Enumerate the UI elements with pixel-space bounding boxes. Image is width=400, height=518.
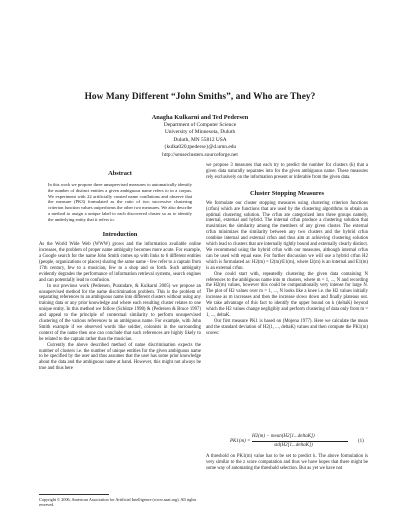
- equation-number: (1): [358, 439, 364, 444]
- cluster-paragraph-1: We formulate our cluster stopping measures using clustering criterion functions (crfun) which are functions that are used by the clustering algorithms to obtain an optimal clustering solution. The crfun are categorized into three groups namely, internal, external and hybrid. The internal crfun produce a clustering solution that maximizes the similarity among the members of any given cluster. The external crfun minimizes the similarity between any two clusters and the hybrid crfun combine internal and external crfun and thus aim at achieving clustering solution which lead to clusters that are internally tightly bound and externally clearly distinct. We recommend using the hybrid crfun with our measures, although internal crfun can be used with equal ease. For further discussion we will use a hybrid crfun H2 which is formulated as: H2(m) = I2(m)/E1(m), where I2(m) is an internal and E1(m) is an external crfun.: [206, 200, 368, 271]
- cluster-stopping-heading: Cluster Stopping Measures: [250, 189, 324, 197]
- abstract-text: In this work we propose three unsupervised measures to automatically identify the number of distinct entities a given ambiguous name refers to in a corpus. We experiment with 22 artificially created name conflations and observe that the measure (PK3) formulated as the ratio of two successive clustering criterion function values outperforms the other two measures. We also describe a method to assign a unique label to each discovered cluster so as to identify the underlying entity that it refers to.: [48, 182, 192, 222]
- right-intro-paragraph: we propose 3 measures that each try to predict the number for clusters (k) that a given data naturally separates into for the given ambiguous name. These measures rely exclusively on the information present or inferable from the given data.: [206, 163, 368, 180]
- equation-lhs: PK1(m) =: [230, 439, 251, 444]
- affiliation-university: University of Minnesota, Duluth: [164, 129, 236, 136]
- affiliation-department: Department of Computer Science: [163, 122, 237, 128]
- left-column: [39, 170, 201, 372]
- cluster-paragraph-2: One could start with, repeatedly clustering the given data containing N references to the ambiguous name into m clusters, where m = 1, ..., N and recording the H2(m) values, however this could be computationally very intense for large N. The plot of H2 values over m = 1, ..., N looks like a knee i.e. the H2 values initially increase as m increases and then the increase slows down and finally plateaus out. We take advantage of this fact to identify the upper bound on k (deltaK) beyond which the H2 values change negligibly and perform clustering of data only from m = 1, ..., deltaK.: [206, 271, 368, 318]
- footnote-rule: [39, 494, 109, 495]
- abstract-heading: Abstract: [108, 170, 132, 177]
- affiliation-url: http://senseclusters.sourceforge.net: [162, 151, 238, 158]
- intro-paragraph-1: As the World Wide Web (WWW) grows and the information available online increases, the problem of proper name ambiguity becomes more acute. For example, a Google search for the name John Smith comes up with links to 6 different entities (people, organizations or places) sharing the same name - few refer to a captain from 17th century, few to a musician, few to a shop and so forth. Such ambiguity evidently degrades the performance of information retrieval systems, search engines and can potentially lead to confusion.: [39, 242, 201, 283]
- affiliation-block: [60, 122, 340, 159]
- author-names: Anagha Kulkarni and Ted Pedersen: [151, 114, 249, 121]
- equation-numerator: H2(m) − mean(H2[1...deltaK]): [252, 434, 315, 439]
- copyright-footnote: Copyright © 2006, American Association for Artificial Intelligence (www.aaai.org). All rights reserved.: [39, 497, 197, 508]
- paper-title: How Many Different “John Smiths”, and Who are They?: [84, 92, 316, 102]
- equation-pk1: [206, 434, 368, 450]
- after-equation-paragraph: A threshold on PK1(m) value has to be set to predict k. The above formulation is very similar to the z score computation and thus we have hopes that there might be some way of automating the threshold selection. But as yet we have not: [206, 454, 368, 471]
- intro-paragraph-3: Currently the above described method of name discrimination expects the number of clusters i.e. the number of unique entities for the given ambiguous name to be specified by the user and thus assumes that the user has some prior knowledge about the data and the ambiguous name at hand. However, this might not always be true and thus here: [39, 342, 201, 372]
- affiliation-city: Duluth, MN 55812 USA: [173, 136, 227, 143]
- cluster-paragraph-3: Our first measure PK1 is based on (Mojena 1977). Here we calculate the mean and the standard deviation of H2(1, ..., deltaK) values and then compute the PK1(m) scores:: [206, 318, 368, 336]
- affiliation-emails: {kulka020,tpederse}@d.umn.edu: [163, 144, 237, 151]
- equation-denominator: std(H2[1...deltaK]): [274, 442, 313, 448]
- right-column: [206, 163, 368, 337]
- after-equation-block: [206, 454, 368, 472]
- introduction-heading: Introduction: [102, 231, 138, 239]
- intro-paragraph-2: In our previous work (Pedersen, Purandare, & Kulkarni 2005) we propose an unsupervised method for the name discrimination problem. This is the problem of separating references to an ambiguous name into different clusters without using any training data or any prior knowledge and where each resulting cluster relates to one unique entity. In this method we follow (Schütze 1998) & (Pedersen & Bruce 1997) and appeal to the principle of contextual similarity to perform unsupervised clustering of the various references to an ambiguous name. For example, with John Smith example if we observed words like soldier, colonists in the surrounding context of the name then one can conclude that such references are highly likely to be related to the captain rather than the musician.: [39, 283, 201, 342]
